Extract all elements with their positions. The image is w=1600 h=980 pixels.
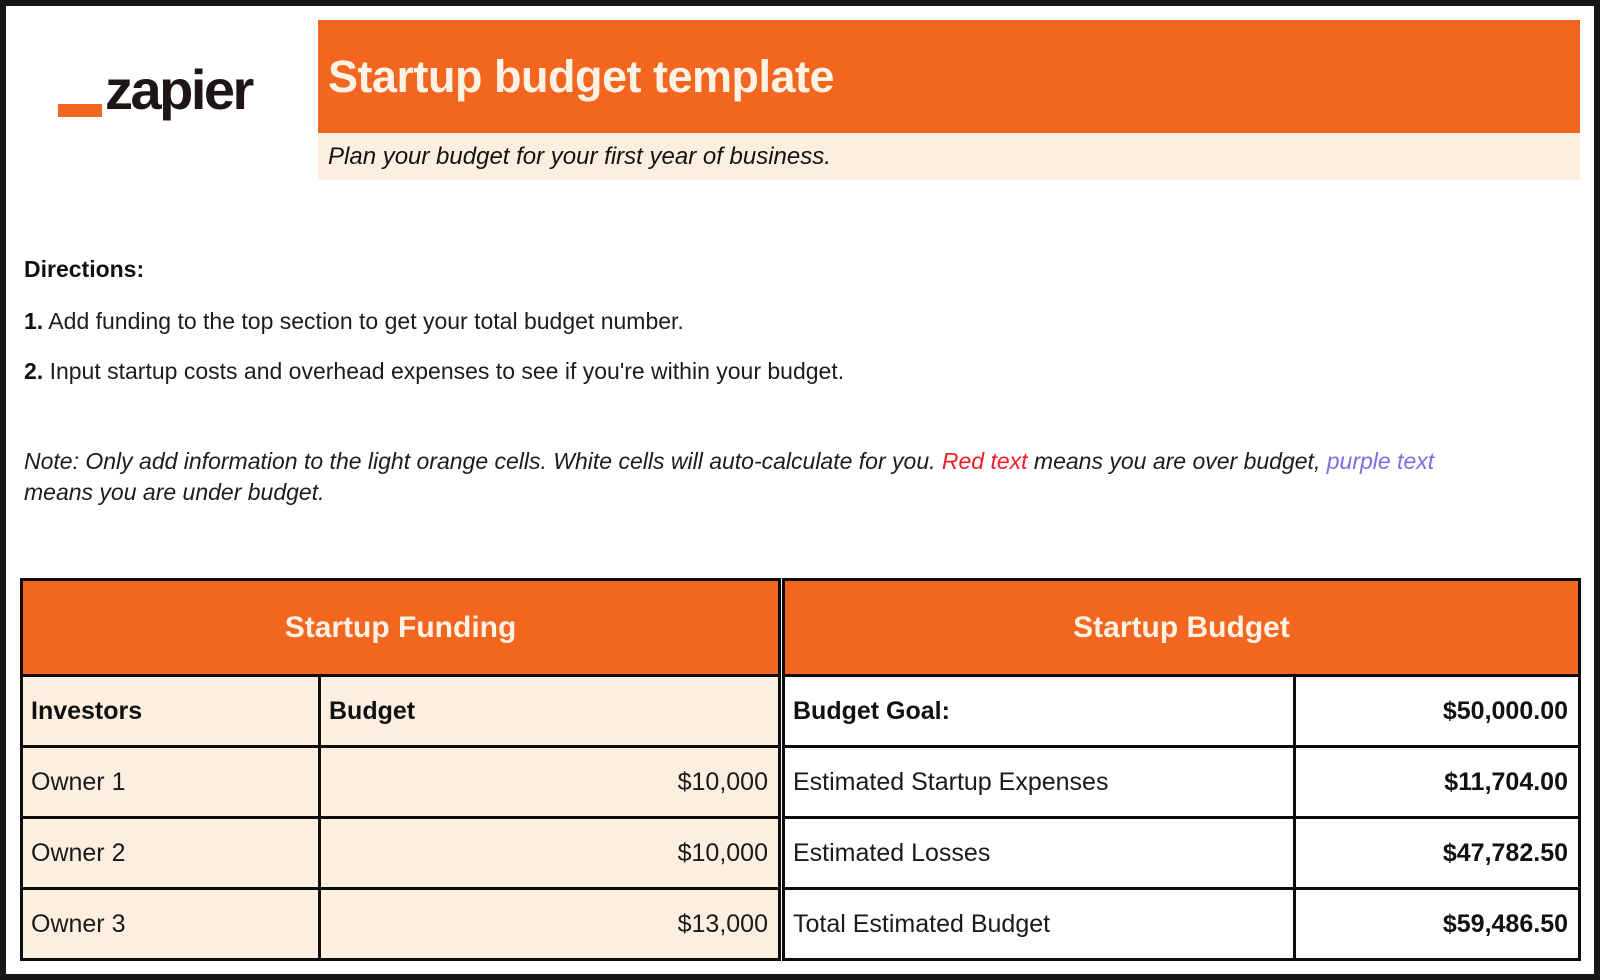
directions-heading: Directions: xyxy=(24,256,145,282)
estimated-startup-expenses-label: Estimated Startup Expenses xyxy=(784,747,1295,818)
step-1-text: Add funding to the top section to get your total budget number. xyxy=(43,308,684,334)
investors-column-header: Investors xyxy=(22,676,320,747)
page-title: Startup budget template xyxy=(328,50,835,102)
estimated-losses-label: Estimated Losses xyxy=(784,818,1295,889)
direction-step-1 xyxy=(24,308,684,335)
note-text-2: means you are over budget, xyxy=(1027,448,1327,474)
total-estimated-budget-label: Total Estimated Budget xyxy=(784,889,1295,960)
investor-name-cell-owner2[interactable]: Owner 2 xyxy=(22,818,320,889)
startup-funding-title: Startup Funding xyxy=(22,580,780,676)
startup-budget-title: Startup Budget xyxy=(784,580,1580,676)
note-red-text: Red text xyxy=(941,448,1028,474)
table-row xyxy=(22,889,780,960)
budget-value-cell-owner2[interactable]: $10,000 xyxy=(320,818,780,889)
startup-funding-table xyxy=(20,578,781,961)
step-2-number: 2. xyxy=(24,358,44,384)
step-1-number: 1. xyxy=(24,308,44,334)
table-row xyxy=(784,889,1580,960)
budget-column-header: Budget xyxy=(320,676,780,747)
header-band xyxy=(318,20,1580,133)
estimated-startup-expenses-value: $11,704.00 xyxy=(1295,747,1580,818)
estimated-losses-value: $47,782.50 xyxy=(1295,818,1580,889)
budget-goal-value: $50,000.00 xyxy=(1295,676,1580,747)
zapier-logo xyxy=(58,58,252,121)
total-estimated-budget-value: $59,486.50 xyxy=(1295,889,1580,960)
direction-step-2 xyxy=(24,358,844,385)
table-row xyxy=(784,676,1580,747)
step-2-text: Input startup costs and overhead expenses to see if you're within your budget. xyxy=(43,358,845,384)
note-purple-text: purple text xyxy=(1326,448,1435,474)
investor-name-cell-owner3[interactable]: Owner 3 xyxy=(22,889,320,960)
table-row xyxy=(22,818,780,889)
startup-budget-table xyxy=(782,578,1581,961)
subtitle-band xyxy=(318,133,1580,180)
table-row xyxy=(784,818,1580,889)
table-row xyxy=(22,747,780,818)
table-row xyxy=(784,747,1580,818)
investor-name-cell-owner1[interactable]: Owner 1 xyxy=(22,747,320,818)
funding-header-row xyxy=(22,676,780,747)
note-text-1: Note: Only add information to the light orange cells. White cells will auto-calculate for you. xyxy=(24,448,942,474)
budget-goal-label: Budget Goal: xyxy=(784,676,1295,747)
note-paragraph xyxy=(24,446,1504,508)
zapier-logo-text: zapier xyxy=(105,58,252,121)
page-subtitle: Plan your budget for your first year of business. xyxy=(328,142,831,170)
note-text-3: means you are under budget. xyxy=(24,479,325,505)
zapier-underscore-icon xyxy=(58,104,102,117)
budget-value-cell-owner1[interactable]: $10,000 xyxy=(320,747,780,818)
budget-value-cell-owner3[interactable]: $13,000 xyxy=(320,889,780,960)
